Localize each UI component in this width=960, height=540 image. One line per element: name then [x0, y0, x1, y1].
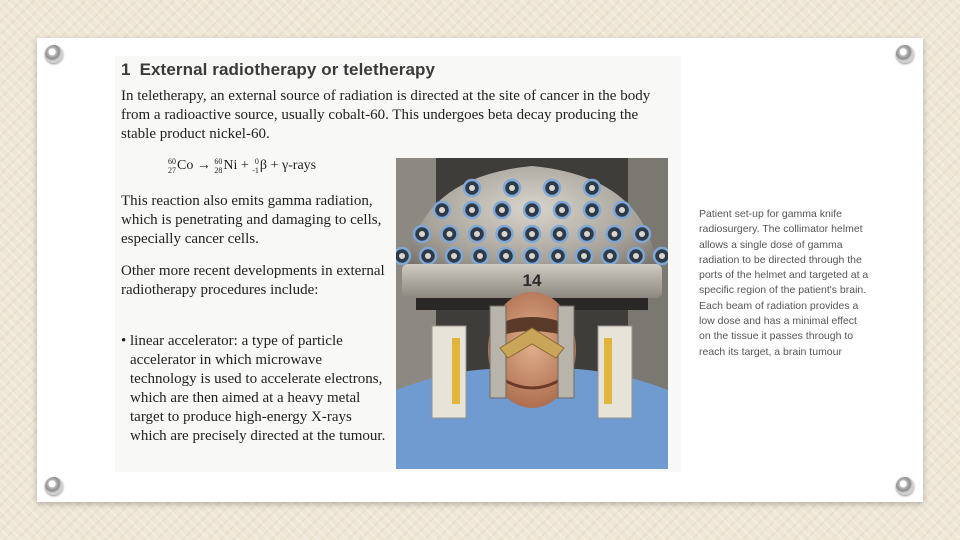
collimator-port-center: [499, 207, 505, 213]
beta-charge-number: -1: [252, 166, 259, 175]
collimator-port-center: [607, 253, 613, 259]
cobalt-nuclide-numbers: [168, 157, 176, 175]
collimator-port-center: [469, 207, 475, 213]
beta-symbol: β: [259, 158, 268, 174]
collimator-port-center: [659, 253, 665, 259]
nickel-atomic-number: 28: [214, 166, 223, 175]
collimator-port-center: [477, 253, 483, 259]
pushpin-icon: [896, 45, 914, 63]
collimator-port-center: [474, 231, 480, 237]
linear-accelerator-bullet: • linear accelerator: a type of particle accelerator in which microwave technology is used to accelerate electrons, which are then aimed at a heavy metal target to produce high-energy X-rays which are precisely directed at the tumour.: [121, 333, 386, 444]
plus-sign: +: [270, 158, 279, 174]
collimator-port-center: [439, 207, 445, 213]
collimator-port-center: [589, 185, 595, 191]
collimator-port-center: [503, 253, 509, 259]
beta-numbers: [252, 157, 259, 175]
pushpin-icon: [45, 45, 63, 63]
intro-paragraph: In teletherapy, an external source of radiation is directed at the site of cancer in the body from a radioactive source, usually cobalt-60. This undergoes beta decay producing the stable product nickel-60.: [121, 88, 651, 142]
collimator-port-center: [557, 231, 563, 237]
collimator-port-center: [619, 207, 625, 213]
collimator-port-center: [549, 185, 555, 191]
helmet-number: 14: [522, 271, 542, 290]
gamma-knife-helmet-photo: [396, 158, 668, 469]
collimator-port-center: [559, 207, 565, 213]
collimator-port-center: [581, 253, 587, 259]
collimator-port-center: [419, 231, 425, 237]
cobalt-symbol: Co: [177, 158, 194, 174]
gamma-paragraph: This reaction also emits gamma radiation, which is penetrating and damaging to cells, especially cancer cells.: [121, 193, 382, 247]
nickel-mass-number: 60: [214, 157, 223, 166]
cobalt-mass-number: 60: [168, 157, 176, 166]
pushpin-icon: [896, 477, 914, 495]
collimator-port-center: [502, 231, 508, 237]
collimator-port-center: [612, 231, 618, 237]
collimator-port-center: [509, 185, 515, 191]
collimator-port-center: [529, 231, 535, 237]
collimator-port-center: [555, 253, 561, 259]
plus-sign: +: [240, 158, 249, 174]
section-heading: [121, 60, 435, 80]
cobalt-atomic-number: 27: [168, 166, 176, 175]
photo-caption: Patient set-up for gamma knife radiosurgery. The collimator helmet allows a single dose of gamma radiation to be directed through the ports of the helmet and targeted at a specific region of the patient's brain. Each beam of radiation provides a low dose and has a minimal effect on the tissue it passes through to reach its target, a brain tumour: [693, 205, 871, 400]
decay-equation: [168, 157, 316, 175]
section-title: External radiotherapy or teletherapy: [139, 60, 436, 79]
collimator-port-center: [469, 185, 475, 191]
section-number: 1: [121, 60, 131, 79]
gamma-rays-label: γ-rays: [281, 158, 317, 174]
collimator-port-center: [529, 207, 535, 213]
collimator-port-center: [399, 253, 405, 259]
collimator-port-center: [425, 253, 431, 259]
reaction-arrow: →: [196, 158, 211, 174]
collimator-port-center: [639, 231, 645, 237]
collimator-port-center: [589, 207, 595, 213]
collimator-port-center: [584, 231, 590, 237]
developments-paragraph: Other more recent developments in external radiotherapy procedures include:: [121, 263, 385, 298]
collimator-port-center: [529, 253, 535, 259]
collimator-port-center: [451, 253, 457, 259]
nickel-nuclide-numbers: [214, 157, 222, 175]
nickel-symbol: Ni: [223, 158, 238, 174]
beta-mass-number: 0: [254, 157, 259, 166]
pushpin-icon: [45, 477, 63, 495]
collimator-port-center: [447, 231, 453, 237]
collimator-port-center: [633, 253, 639, 259]
